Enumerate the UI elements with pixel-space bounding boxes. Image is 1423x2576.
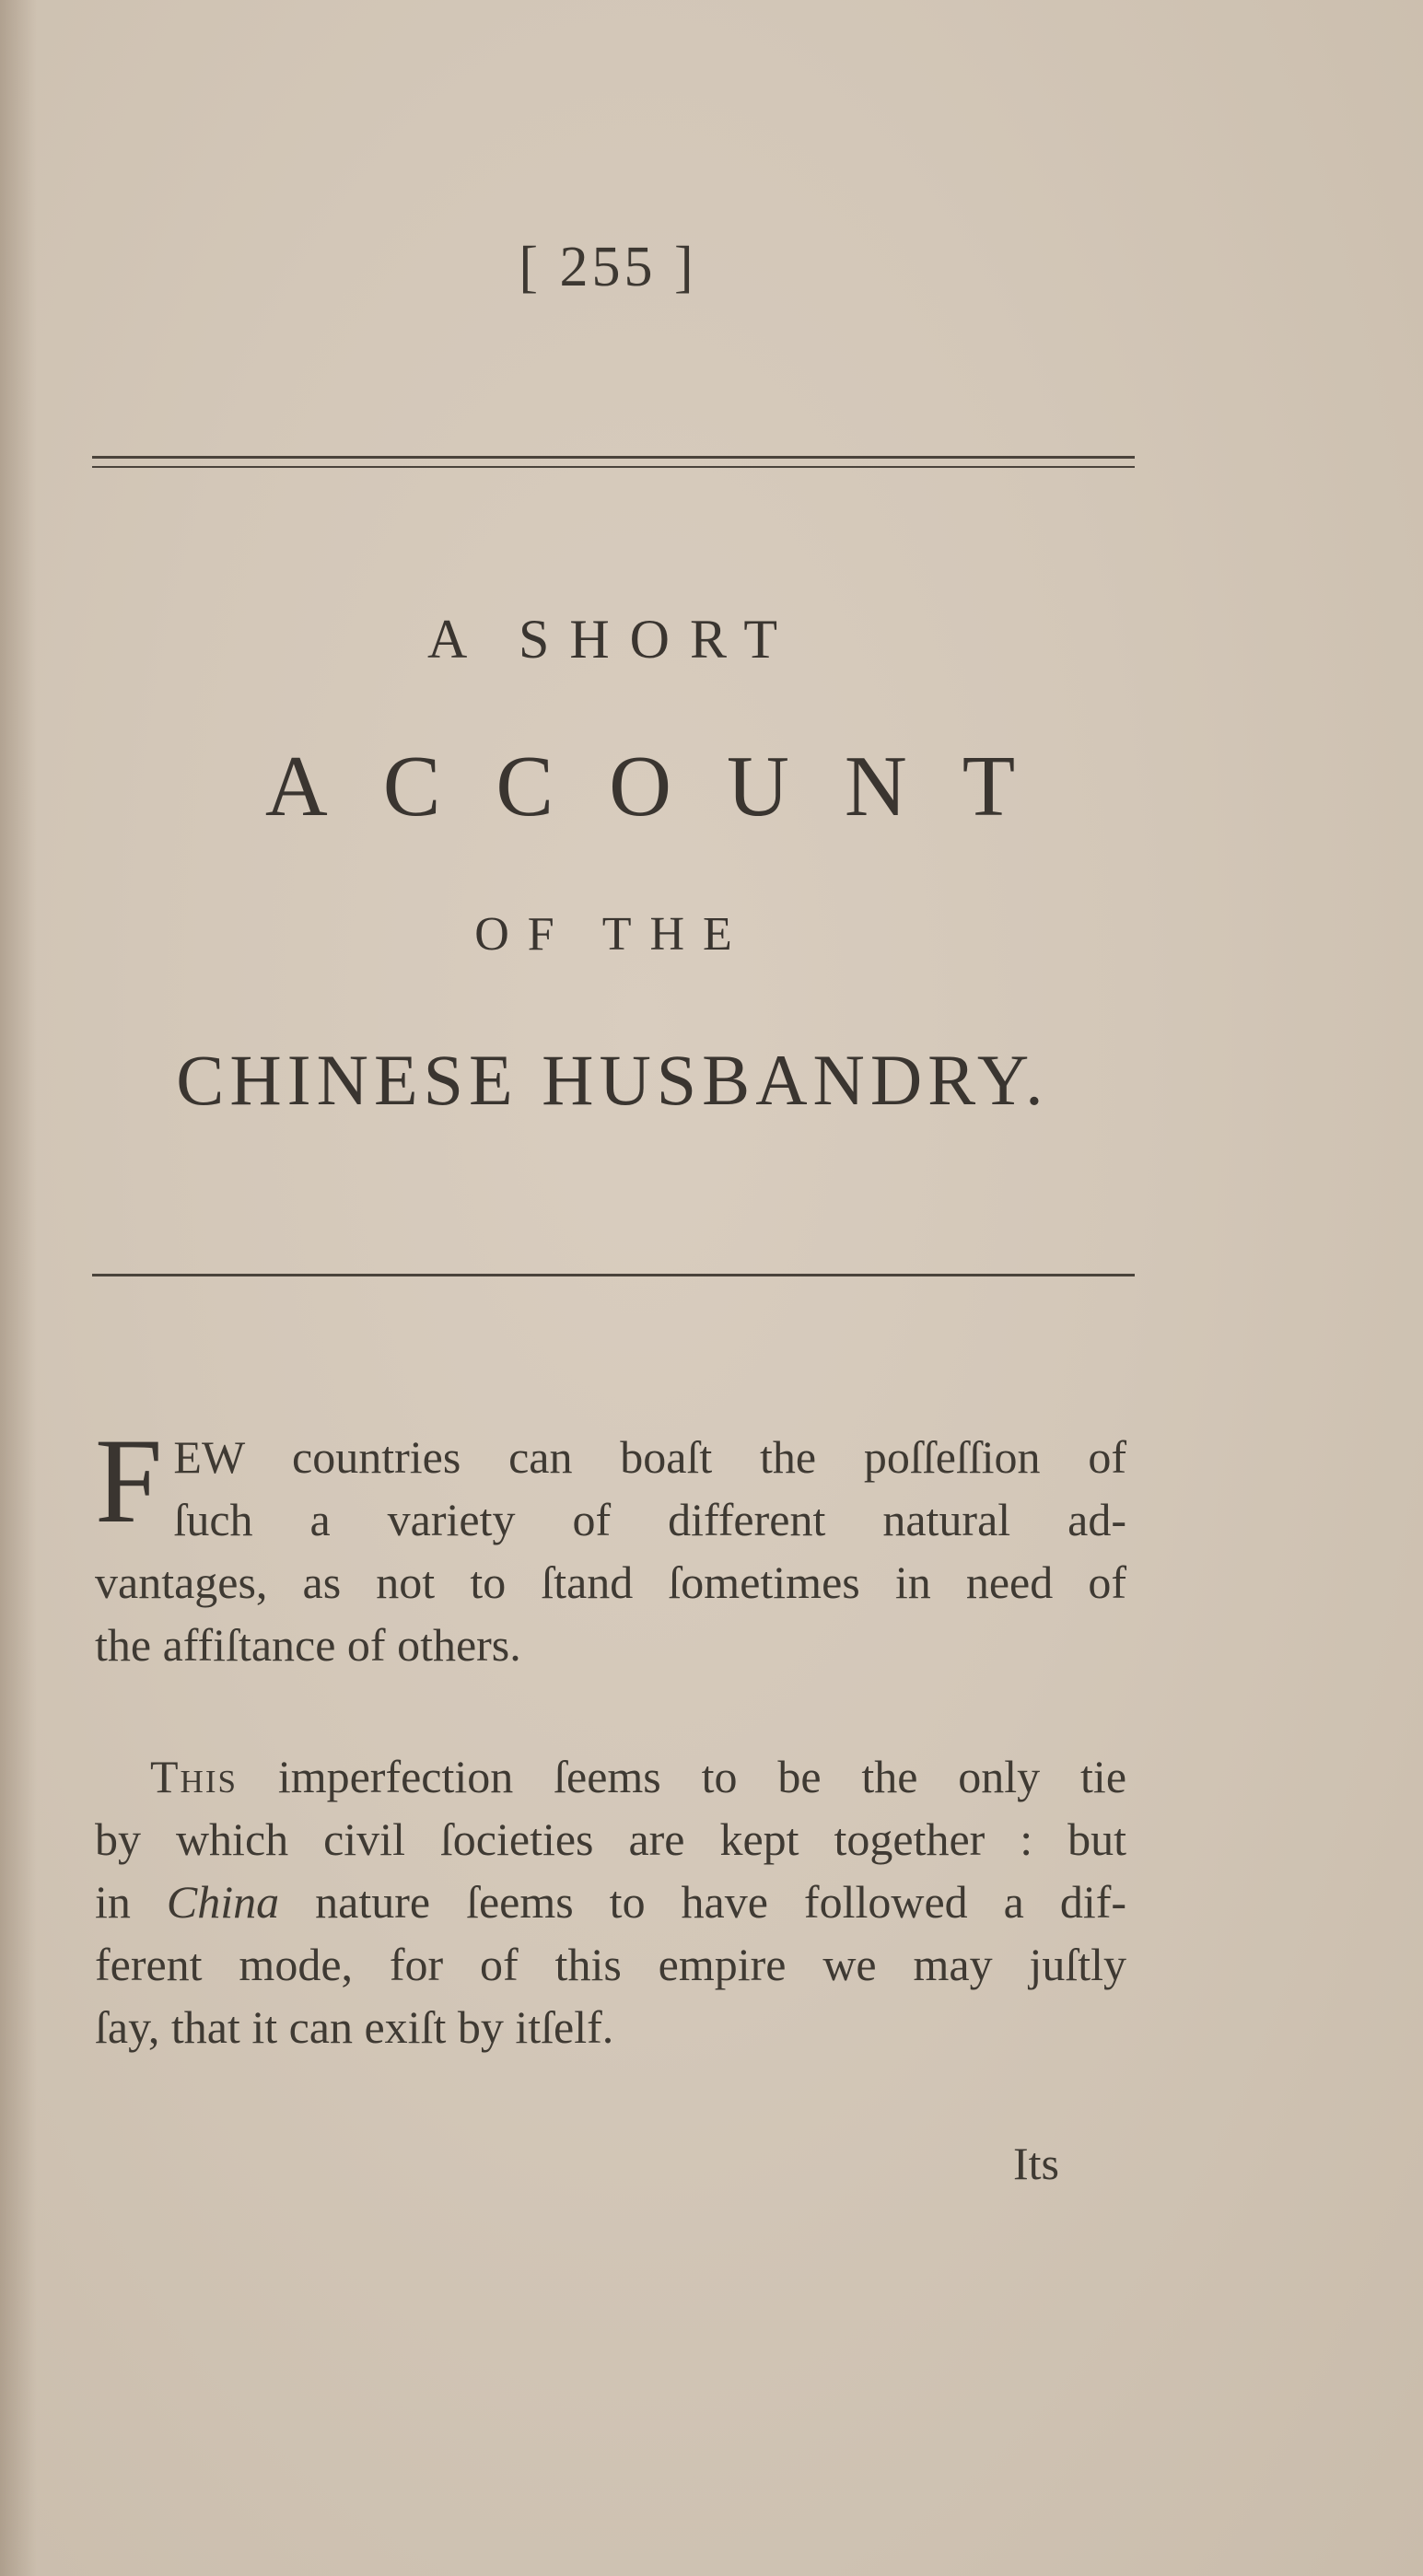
paragraph-2-line-3-pre: in (95, 1876, 131, 1928)
title-line-4: CHINESE HUSBANDRY. (176, 1040, 1049, 1120)
paragraph-2-line-3-post: nature ſeems to have followed a dif- (315, 1876, 1127, 1928)
paragraph-2-line-5: ſay, that it can exiſt by itſelf. (95, 2001, 614, 2053)
paragraph-2-line-2: by which civil ſocieties are kept together : but (95, 1813, 1126, 1865)
paragraph-1-line-3: vantages, as not to ſtand ſometimes in need of (95, 1556, 1126, 1608)
top-rule (92, 456, 1135, 459)
title-line-2: ACCOUNT (264, 739, 1071, 834)
paragraph-2-lead: This (150, 1751, 238, 1802)
paragraph-1-line-4: the affiſtance of others. (95, 1619, 521, 1671)
paragraph-2-line-3 (95, 1871, 1126, 1933)
title-line-3: OF THE (474, 908, 751, 961)
paragraph-2 (95, 1745, 1126, 2058)
catchword: Its (1013, 2138, 1059, 2189)
paragraph-2-line-4: ferent mode, for of this empire we may juſtly (95, 1939, 1126, 1990)
paragraph-2-china: China (166, 1876, 280, 1928)
bottom-rule (92, 1274, 1135, 1276)
paragraph-1-line-1: EW countries can boaſt the poſſeſſion of (173, 1431, 1126, 1483)
paragraph-2-line-1 (95, 1745, 1126, 1808)
title-line-1: A SHORT (426, 609, 799, 670)
page-number: [ 255 ] (519, 236, 697, 298)
paragraph-1 (95, 1413, 1126, 1676)
paragraph-1-line-2: ſuch a variety of different natural ad- (173, 1494, 1126, 1545)
paragraph-2-line-1-text: imperfection ſeems to be the only tie (277, 1751, 1127, 1802)
page-spine-shadow (0, 0, 37, 2576)
drop-cap: F (95, 1413, 163, 1548)
